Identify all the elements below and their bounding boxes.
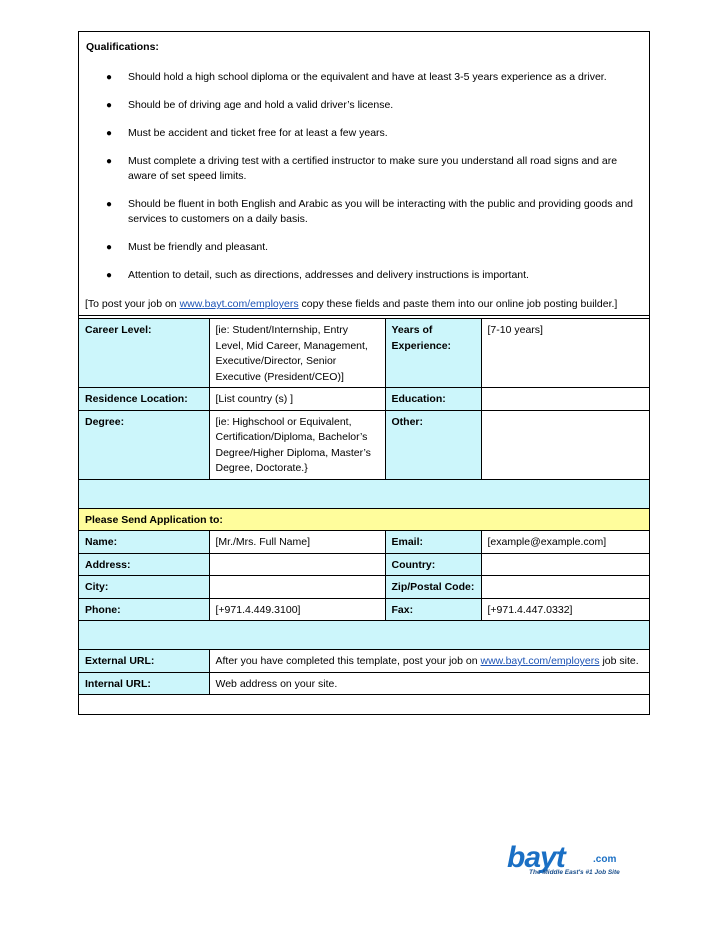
zip-field[interactable] — [481, 576, 649, 599]
application-header: Please Send Application to: — [79, 508, 649, 531]
list-item: ● Must complete a driving test with a certified instructor to make sure you understand all road signs and are aware of set speed limits. — [106, 155, 618, 182]
list-item: ● Attention to detail, such as directions, addresses and delivery instructions is important. — [106, 269, 529, 281]
qualifications-title: Qualifications: — [86, 41, 159, 53]
bullet-icon: ● — [106, 100, 113, 111]
years-experience-field[interactable]: [7-10 years] — [481, 319, 649, 388]
bullet-icon: ● — [106, 128, 113, 139]
bayt-logo — [507, 843, 637, 879]
job-template-form — [78, 31, 650, 715]
table-row — [79, 672, 649, 695]
degree-label: Degree: — [79, 410, 209, 479]
bullet-icon: ● — [106, 72, 113, 83]
city-field[interactable] — [209, 576, 385, 599]
bullet-icon: ● — [106, 199, 113, 210]
list-item: ● Must be friendly and pleasant. — [106, 241, 269, 253]
external-url-field[interactable]: After you have completed this template, post your job on www.bayt.com/employers job site. — [209, 650, 649, 673]
other-field[interactable] — [481, 410, 649, 479]
table-row — [79, 410, 649, 479]
qualifications-section — [79, 32, 649, 316]
email-field[interactable]: [example@example.com] — [481, 531, 649, 554]
table-row — [79, 319, 649, 388]
external-employers-link[interactable]: www.bayt.com/employers — [480, 655, 600, 667]
table-row — [79, 553, 649, 576]
post-note: [To post your job on www.bayt.com/employers copy these fields and paste them into our online job posting builder.] — [79, 296, 649, 319]
email-label: Email: — [385, 531, 481, 554]
bullet-icon: ● — [106, 156, 113, 167]
other-label: Other: — [385, 410, 481, 479]
education-field[interactable] — [481, 388, 649, 411]
list-item: ● Should be of driving age and hold a valid driver’s license. — [106, 99, 394, 111]
table-row — [79, 531, 649, 554]
external-url-label: External URL: — [79, 650, 209, 673]
internal-url-field[interactable]: Web address on your site. — [209, 672, 649, 695]
fax-label: Fax: — [385, 598, 481, 621]
job-details-table — [79, 319, 649, 695]
table-row — [79, 621, 649, 650]
spacer-row — [79, 479, 649, 508]
address-label: Address: — [79, 553, 209, 576]
career-level-field[interactable]: [ie: Student/Internship, Entry Level, Mid Career, Management, Executive/Director, Senior Executive (President/CEO)] — [209, 319, 385, 388]
years-experience-label: Years of Experience: — [385, 319, 481, 388]
country-label: Country: — [385, 553, 481, 576]
degree-field[interactable]: [ie: Highschool or Equivalent, Certification/Diploma, Bachelor’s Degree/Higher Diploma, Master’s Degree, Doctorate.} — [209, 410, 385, 479]
residence-location-label: Residence Location: — [79, 388, 209, 411]
country-field[interactable] — [481, 553, 649, 576]
list-item: ● Must be accident and ticket free for at least a few years. — [106, 127, 388, 139]
table-row — [79, 388, 649, 411]
list-item: ● Should be fluent in both English and Arabic as you will be interacting with the public and providing goods and services to customers on a daily basis. — [106, 198, 633, 225]
phone-field[interactable]: [+971.4.449.3100] — [209, 598, 385, 621]
logo-tagline: The Middle East's #1 Job Site — [529, 869, 620, 876]
name-label: Name: — [79, 531, 209, 554]
table-row — [79, 508, 649, 531]
phone-label: Phone: — [79, 598, 209, 621]
table-row — [79, 479, 649, 508]
bullet-icon: ● — [106, 270, 113, 281]
internal-url-label: Internal URL: — [79, 672, 209, 695]
address-field[interactable] — [209, 553, 385, 576]
qualifications-list — [86, 70, 641, 283]
logo-wordmark: bayt — [507, 841, 565, 874]
employers-link[interactable]: www.bayt.com/employers — [179, 298, 299, 310]
name-field[interactable]: [Mr./Mrs. Full Name] — [209, 531, 385, 554]
table-row — [79, 598, 649, 621]
table-row — [79, 650, 649, 673]
bullet-icon: ● — [106, 242, 113, 253]
career-level-label: Career Level: — [79, 319, 209, 388]
spacer-row — [79, 621, 649, 650]
zip-label: Zip/Postal Code: — [385, 576, 481, 599]
residence-location-field[interactable]: [List country (s) ] — [209, 388, 385, 411]
fax-field[interactable]: [+971.4.447.0332] — [481, 598, 649, 621]
table-row — [79, 576, 649, 599]
logo-dotcom: .com — [593, 854, 617, 865]
city-label: City: — [79, 576, 209, 599]
education-label: Education: — [385, 388, 481, 411]
list-item: ● Should hold a high school diploma or the equivalent and have at least 3-5 years experience as a driver. — [106, 71, 607, 83]
